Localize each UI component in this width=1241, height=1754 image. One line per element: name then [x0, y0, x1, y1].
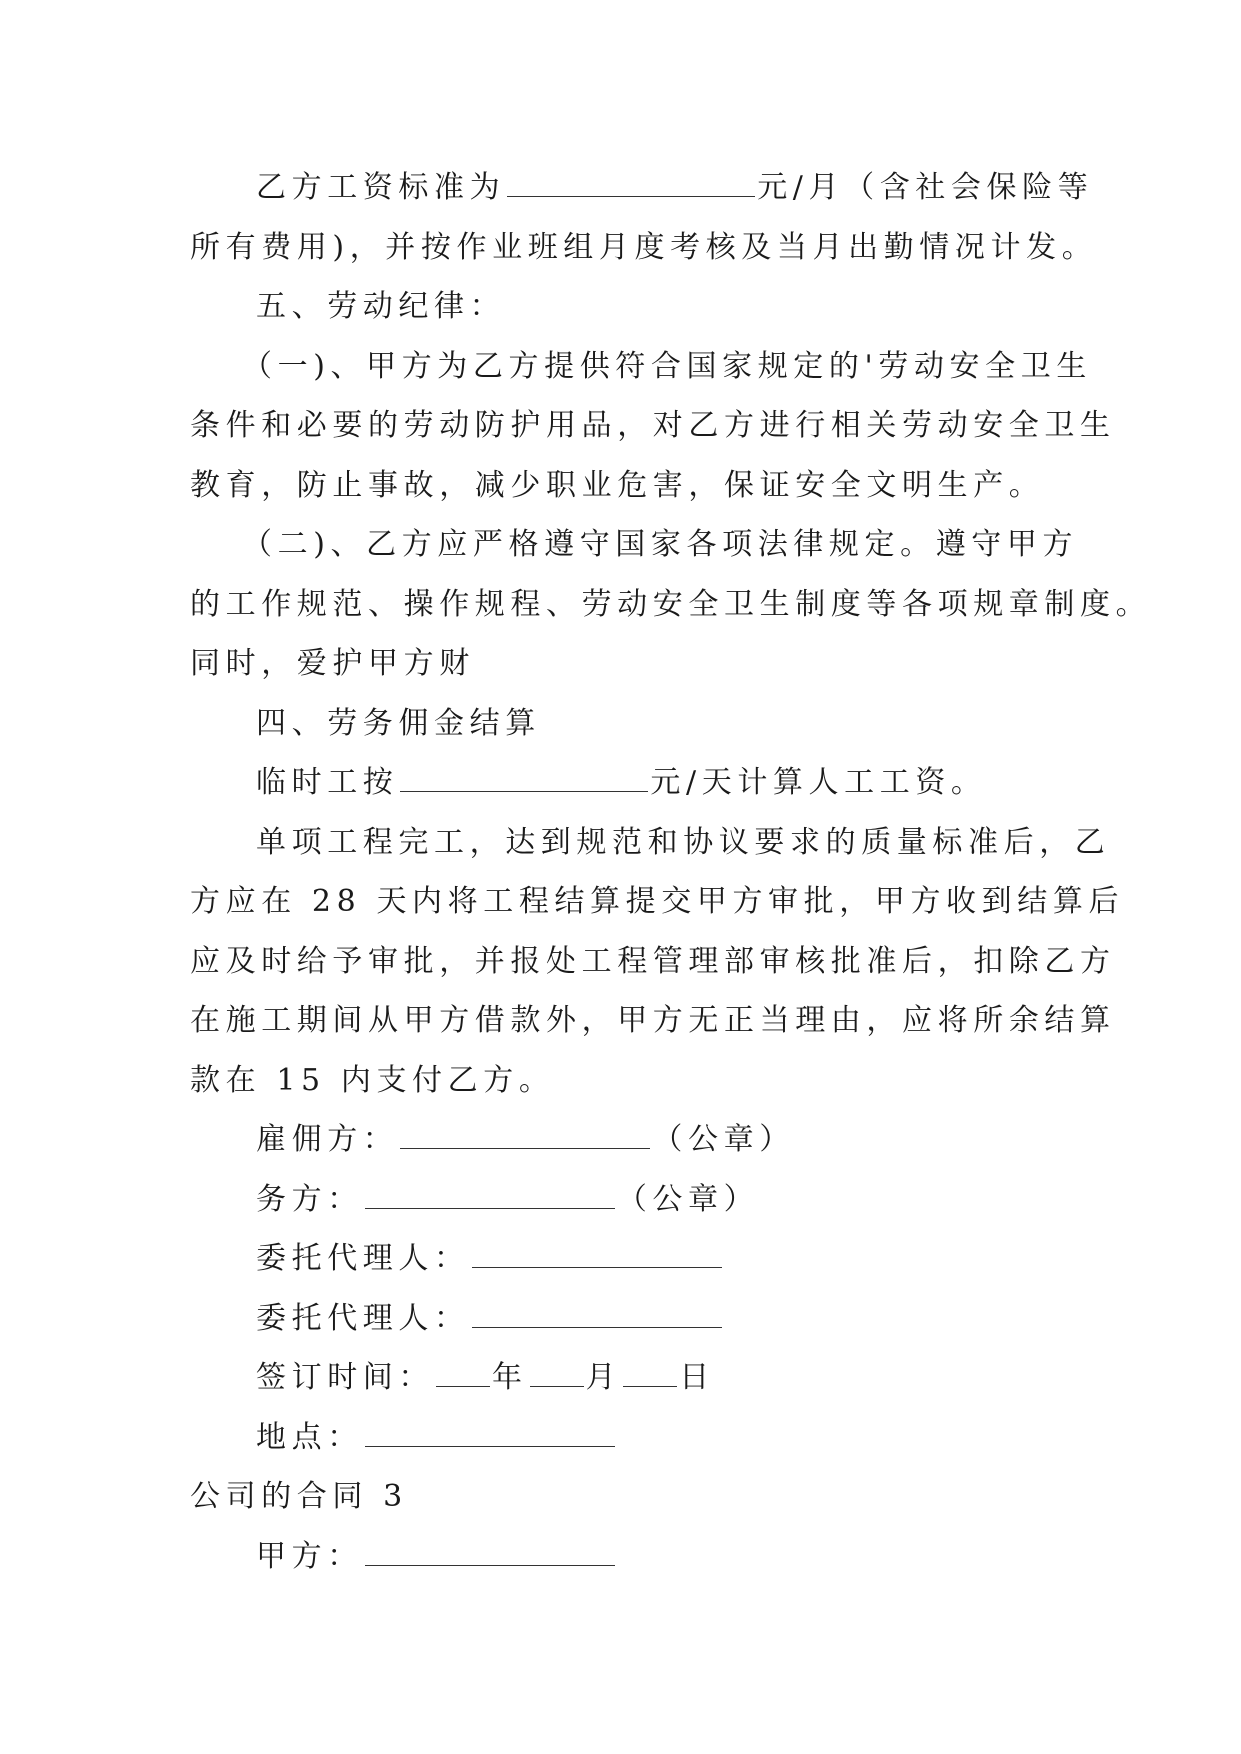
s5-clause-2-line-3: 同时，爱护甲方财: [190, 646, 475, 681]
place-blank[interactable]: [365, 1422, 615, 1447]
day-blank[interactable]: [623, 1362, 677, 1387]
settlement-line-4: 在施工期间从甲方借款外，甲方无正当理由，应将所余结算: [190, 1003, 1116, 1038]
month-label: 月: [585, 1360, 622, 1395]
employer-line: [190, 1110, 1060, 1170]
settlement-line-2: 方应在 28 天内将工程结算提交甲方审批，甲方收到结算后: [190, 884, 1125, 919]
party-a-blank[interactable]: [365, 1541, 615, 1566]
agent-label-2: 委托代理人：: [256, 1300, 470, 1336]
service-blank[interactable]: [365, 1184, 615, 1209]
s5-clause-1-line-3: 教育，防止事故，减少职业危害，保证安全文明生产。: [190, 467, 1045, 503]
party-a-label: 甲方：: [256, 1538, 363, 1574]
temp-worker-label: 临时工按: [256, 765, 399, 800]
section-4-title: 四、劳务佣金结算: [256, 705, 541, 741]
temp-worker-unit: 元/天计算人工工资。: [650, 765, 987, 800]
party-a-line: [190, 1527, 1060, 1587]
s5-clause-2-line-2: 的工作规范、操作规程、劳动安全卫生制度等各项规章制度。: [190, 586, 1152, 622]
sign-date-line: [190, 1348, 1060, 1408]
agent-label-1: 委托代理人：: [256, 1241, 470, 1276]
document-page: [190, 158, 1152, 1586]
place-label: 地点：: [256, 1419, 363, 1455]
month-blank[interactable]: [530, 1362, 584, 1387]
s5-clause-2-line-1: （二)、乙方应严格遵守国家各项法律规定。遵守甲方: [242, 527, 1079, 562]
sign-date-label: 签订时间：: [256, 1360, 434, 1395]
day-label: 日: [679, 1360, 715, 1395]
settlement-line-5: 款在 15 内支付乙方。: [190, 1062, 555, 1098]
service-label: 务方：: [256, 1181, 363, 1217]
agent-line-1: [190, 1229, 1060, 1289]
year-label: 年: [492, 1360, 528, 1395]
s5-clause-1-line-1: （一)、甲方为乙方提供符合国家规定的'劳动安全卫生: [242, 348, 1092, 384]
salary-label: 乙方工资标准为: [256, 170, 506, 205]
year-blank[interactable]: [436, 1362, 490, 1387]
salary-line-2: 所有费用)，并按作业班组月度考核及当月出勤情况计发。: [190, 229, 1098, 265]
service-line: [190, 1170, 1060, 1230]
employer-label: 雇佣方：: [256, 1122, 399, 1157]
temp-worker-blank[interactable]: [400, 767, 648, 792]
s5-clause-1-line-2: 条件和必要的劳动防护用品，对乙方进行相关劳动安全卫生: [190, 408, 1116, 443]
place-line: [190, 1408, 1060, 1468]
section-5-title: 五、劳动纪律：: [256, 289, 506, 324]
salary-line: [190, 158, 1094, 218]
salary-unit: 元/月（含社会保险等: [757, 170, 1094, 205]
service-seal: （公章）: [616, 1181, 760, 1217]
settlement-line-1: 单项工程完工，达到规范和协议要求的质量标准后，乙: [256, 824, 1111, 860]
settlement-line-3: 应及时给予审批，并报处工程管理部审核批准后，扣除乙方: [190, 943, 1116, 979]
employer-seal: （公章）: [652, 1122, 795, 1157]
salary-blank[interactable]: [507, 172, 755, 197]
employer-blank[interactable]: [400, 1124, 650, 1149]
agent-line-2: [190, 1289, 1060, 1349]
agent-blank-1[interactable]: [472, 1243, 722, 1268]
temp-worker-line: [190, 753, 1060, 813]
contract-3-title: 公司的合同 3: [190, 1479, 408, 1514]
agent-blank-2[interactable]: [472, 1303, 722, 1328]
